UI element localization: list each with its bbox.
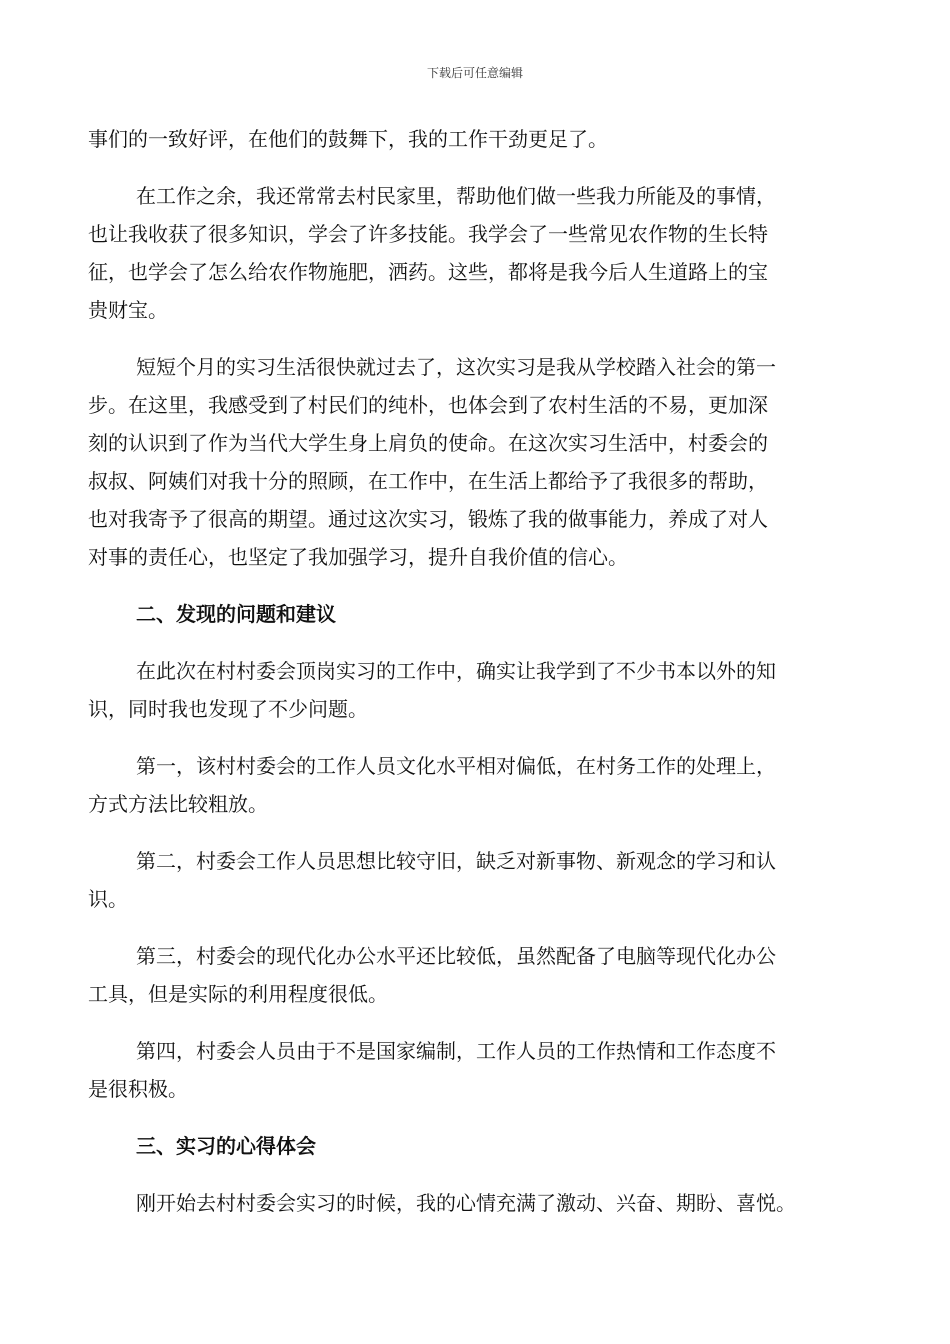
paragraph-line: 识，同时我也发现了不少问题。 [88,697,368,721]
paragraph-line: 步。在这里，我感受到了村民们的纯朴，也体会到了农村生活的不易，更加深 [88,393,768,417]
paragraph-line: 第三，村委会的现代化办公水平还比较低，虽然配备了电脑等现代化办公 [136,944,776,968]
paragraph-line: 对事的责任心，也坚定了我加强学习，提升自我价值的信心。 [88,545,628,569]
paragraph-line: 刻的认识到了作为当代大学生身上肩负的使命。在这次实习生活中，村委会的 [88,431,768,455]
paragraph [88,177,862,329]
paragraph-line: 第四，村委会人员由于不是国家编制，工作人员的工作热情和工作态度不 [136,1039,776,1063]
paragraph-line: 也对我寄予了很高的期望。通过这次实习，锻炼了我的做事能力，养成了对人 [88,507,768,531]
page-header: 下载后可任意编辑 [426,66,523,80]
paragraph-line: 短短个月的实习生活很快就过去了，这次实习是我从学校踏入社会的第一 [136,355,776,379]
section-heading: 三、实习的心得体会 [136,1134,316,1158]
paragraph-line: 刚开始去村村委会实习的时候，我的心情充满了激动、兴奋、期盼、喜悦。 [136,1191,796,1215]
paragraph [88,1184,862,1222]
paragraph-line: 是很积极。 [88,1077,188,1101]
paragraph-line: 在工作之余，我还常常去村民家里，帮助他们做一些我力所能及的事情， [136,184,776,208]
paragraph-line: 工具，但是实际的利用程度很低。 [88,982,388,1006]
paragraph-line: 也让我收获了很多知识，学会了许多技能。我学会了一些常见农作物的生长特 [88,222,768,246]
paragraph [88,842,862,918]
paragraph-line: 在此次在村村委会顶岗实习的工作中，确实让我学到了不少书本以外的知 [136,659,776,683]
paragraph [88,348,862,576]
paragraph [88,120,862,158]
paragraph [88,652,862,728]
document-body [88,120,862,1241]
paragraph-line: 征，也学会了怎么给农作物施肥，洒药。这些，都将是我今后人生道路上的宝 [88,260,768,284]
paragraph [88,937,862,1013]
paragraph-line: 第二，村委会工作人员思想比较守旧，缺乏对新事物、新观念的学习和认 [136,849,776,873]
paragraph-line: 事们的一致好评，在他们的鼓舞下，我的工作干劲更足了。 [88,127,608,151]
paragraph-line: 叔叔、阿姨们对我十分的照顾，在工作中，在生活上都给予了我很多的帮助， [88,469,768,493]
paragraph-line: 第一，该村村委会的工作人员文化水平相对偏低，在村务工作的处理上， [136,754,776,778]
paragraph-line: 识。 [88,887,128,911]
section-heading: 二、发现的问题和建议 [136,602,336,626]
paragraph [88,1032,862,1108]
paragraph-line: 贵财宝。 [88,298,168,322]
paragraph-line: 方式方法比较粗放。 [88,792,268,816]
paragraph [88,747,862,823]
